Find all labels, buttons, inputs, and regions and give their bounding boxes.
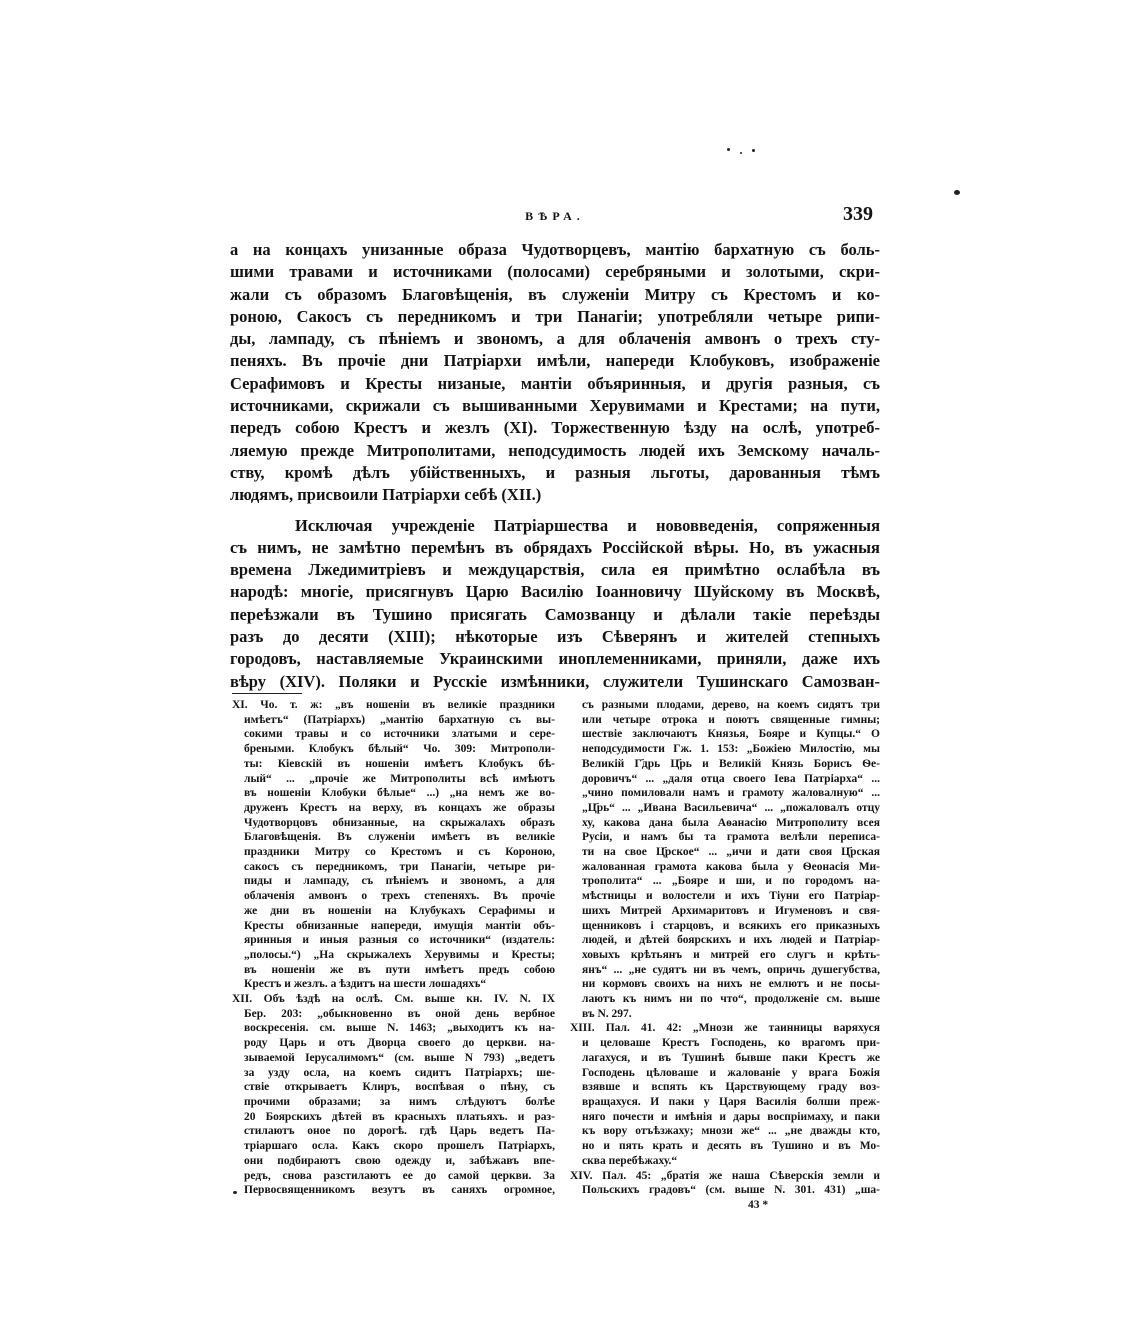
paragraph	[230, 515, 880, 693]
footnote-line: ху, какова дана была Аѳанасію Митрополиту всея	[582, 816, 880, 829]
body-text	[230, 239, 880, 693]
footnote-line: праздники Митру со Крестомъ и съ Короною,	[244, 846, 555, 859]
running-head	[230, 200, 880, 230]
footnote-line: прочими образами; за нимъ слѣдуютъ болѣе	[244, 1095, 555, 1108]
text-line: вѣру (XIV). Поляки и Русскіе измѣнники, служители Тушинскаго Самозван-	[230, 671, 880, 691]
text-line: ству, кромѣ дѣлъ убійственныхъ, и разныя льготы, дарованныя тѣмъ	[230, 462, 880, 482]
footnote-line: ховыхъ крѣтьянъ и митрей его слугъ и крѣть-	[582, 948, 880, 961]
footnote-line: редъ, снова разстилаютъ ее до самой церкви. За	[244, 1169, 555, 1182]
footnote-line: лаютъ къ нимъ ни по что“, продолженіе см. выше	[582, 993, 880, 1006]
text-line: ды, лампаду, съ пѣніемъ и звономъ, а для облаченія амвонъ о трехъ сту-	[230, 329, 880, 349]
footnote-line: ти на свое Ц҃рское“ ... „ичи и дати своя Ц҃рская	[582, 846, 880, 859]
footnote-line: къ вору отъѣзжаху; мнози же“ ... „не дважды кто,	[582, 1125, 880, 1138]
footnote-line: друженъ Крестъ на верху, въ концахъ же образы	[244, 801, 555, 814]
footnote-line: „чино помиловали намъ и грамоту жаловалную“ ...	[582, 787, 880, 800]
text-line: разъ до десяти (XIII); нѣкоторые изъ Сѣверянъ и жителей степныхъ	[230, 627, 880, 647]
footnote-line: Бер. 203: „обыкновенно въ оной день вербное	[244, 1007, 555, 1020]
footnote-line: облаченія амвонъ о трехъ степеняхъ. Въ прочіе	[244, 890, 555, 903]
footnote-line: вращахуся. И паки у Царя Василія болши преж-	[582, 1095, 880, 1108]
footnote-line: Первосвященникомъ везутъ въ саняхъ огромное,	[244, 1184, 555, 1197]
footnote-line: Великій Г҃дрь Ц҃рь и Великій Князь Борисъ Ѳе-	[582, 757, 880, 770]
footnote-line: стилаютъ оное по дорогѣ. гдѣ Царь ведетъ Па-	[244, 1125, 555, 1138]
footnote-line: XII. Объ ѣздѣ на ослѣ. См. выше кн. IV. N. IX	[232, 993, 555, 1006]
footnote-line: трополита“ ... „Бояре и ши, и по городомъ на-	[582, 875, 880, 888]
text-line: городовъ, наставляемые Украинскими иноплеменниками, приняли, даже ихъ	[230, 649, 880, 669]
footnotes-left-column	[232, 698, 555, 1198]
text-line: передъ собою Крестъ и жезлъ (XI). Торжественную ѣзду на ослѣ, употреб-	[230, 418, 880, 438]
text-line: источниками, скрижали съ вышиванными Херувимами и Крестами; на пути,	[230, 396, 880, 416]
footnote-line: же дни въ ношеніи на Клубукахъ Серафимы и	[244, 904, 555, 917]
footnote-line: имѣетъ“ (Патріархъ) „мантію бархатную съ вы-	[244, 713, 555, 726]
text-line: а на концахъ унизанные образа Чудотворцевъ, мантію бархатную съ боль-	[230, 240, 880, 259]
footnote-line: людей, и дѣтей боярскихъ и ихъ людей и Патріар-	[582, 934, 880, 947]
footnote-line: и целоваше Крестъ Господень, ко врагомъ при-	[582, 1037, 880, 1050]
footnote-line: воскресенія. см. выше N. 1463; „выходитъ къ на-	[244, 1022, 555, 1035]
text-line: переѣзжали въ Тушино присягать Самозванцу и дѣлали такіе переѣзды	[230, 604, 880, 624]
scan-speck	[233, 1191, 237, 1194]
footnote-line: Господень цѣловаше и жалованіе у врага Божія	[582, 1066, 880, 1079]
footnote-line: „Ц҃рь“ ... „Ивана Васильевича“ ... „пожаловалъ отцу	[582, 801, 880, 814]
footnote-line: жалованная грамота какова была у Ѳеонасія Ми-	[582, 860, 880, 873]
text-line: Исключая учрежденіе Патріаршества и нововведенія, сопряженныя	[295, 515, 880, 535]
footnote-line: но и пять крать и десять въ Тушино и въ Мо-	[582, 1140, 880, 1153]
footnote-line: или четыре отрока и поютъ священные гимны;	[582, 713, 880, 726]
text-line: времена Лжедимитріевъ и междуцарствія, сила ея примѣтно ослабѣла въ	[230, 560, 880, 580]
footnote-line: шествіе заключаютъ Князья, Бояре и Купцы.“ О	[582, 728, 880, 741]
signature-mark: 43 *	[748, 1199, 769, 1211]
scan-speck	[752, 149, 755, 152]
footnote-line: доровичъ“ ... „даля отца своего Іева Патріарха“ ...	[582, 772, 880, 785]
paragraph	[230, 239, 880, 507]
scan-speck	[727, 148, 730, 151]
footnote-line: бреными. Клобукъ бѣлый“ Чо. 309: Митрополи-	[244, 743, 555, 756]
text-line: пеняхъ. Въ прочіе дни Патріархи имѣли, напереди Клобуковъ, изображеніе	[230, 351, 880, 371]
text-line: ляемую прежде Митрополитами, неподсудимость людей ихъ Земскому началь-	[230, 440, 880, 460]
footnote-line: зываемой Іерусалимомъ“ (см. выше N 793) „ведетъ	[244, 1051, 555, 1064]
footnote-line: Русіи, и намъ бы та грамота велѣли переписа-	[582, 831, 880, 844]
footnote-line: съ разными плодами, дерево, на коемъ сидятъ три	[582, 699, 880, 711]
footnote	[232, 698, 555, 992]
footnote-line: шихъ Митрей Архимаритовъ и Игуменовъ и свя-	[582, 904, 880, 917]
footnote-line: лый“ ... „прочіе же Митрополиты всѣ имѣютъ	[244, 772, 555, 785]
footnote-line: лагахуся, и въ Тушинѣ бывше паки Крестъ же	[582, 1051, 880, 1064]
footnote-line: въ ношеніи Клобуки бѣлые“ ...) „на немъ же во-	[244, 787, 555, 800]
footnote-line: взявше и вспять къ Царствующему граду воз-	[582, 1081, 880, 1094]
footnote-line: XIII. Пал. 41. 42: „Мнози же таинницы варяхуся	[570, 1022, 880, 1035]
footnote-line: XI. Чо. т. ж: „въ ношеніи въ великіе праздники	[232, 699, 555, 711]
footnote-line: янъ“ ... „не судятъ ни въ чемъ, опричь душегубства,	[582, 963, 880, 976]
footnote-line: Благовѣщенія. Въ служеніи имѣетъ въ великіе	[244, 831, 555, 844]
footnote-line: Крестъ и жезлъ. а ѣздитъ на шести лошадяхъ“	[244, 978, 487, 991]
text-line: людямъ, присвоили Патріархи себѣ (XII.)	[230, 485, 542, 505]
footnote-line: за узду осла, на коемъ сидитъ Патріархъ; ше-	[244, 1066, 555, 1079]
footnote-line: роду Царь и отъ Дворца своего до церкви. на-	[244, 1037, 555, 1050]
text-line: Серафимовъ и Кресты низаные, мантіи объяринныя, и другія разныя, съ	[230, 373, 880, 393]
footnote-line: ствіе открываетъ Клиръ, воспѣвая о пѣну, съ	[244, 1081, 555, 1094]
footnote-line: сакосъ съ передникомъ, три Панагіи, четыре ри-	[244, 860, 555, 873]
footnote-line: щенниковъ і старцовъ, и всякихъ его приказныхъ	[582, 919, 880, 932]
footnote-line: „полосы.“) „На скрыжалехъ Херувимы и Кресты;	[244, 948, 555, 961]
footnote-line: няго почести и имѣнія и дары воспріимаху, и паки	[582, 1110, 880, 1123]
footnote-line: яринныя и иныя разныя со источники“ (издатель:	[244, 934, 555, 947]
footnotes-right-column	[570, 698, 880, 1198]
scan-speck	[740, 152, 742, 154]
footnote-line: они подбираютъ свою одежду и, забѣжавъ впе-	[244, 1154, 555, 1167]
footnote-line: Польскихъ градовъ“ (см. выше N. 301. 431) „ша-	[582, 1184, 880, 1197]
footnote	[570, 1169, 880, 1198]
footnote-line: мѣстницы и волостели и ихъ Тіуни его Патріар-	[582, 890, 880, 903]
footnote-line: 20 Боярскихъ дѣтей въ красныхъ платьяхъ. и раз-	[244, 1110, 555, 1123]
text-line: жали съ образомъ Благовѣщенія, въ служеніи Митру съ Крестомъ и ко-	[230, 284, 880, 304]
footnote-line: XIV. Пал. 45: „братія же наша Сѣверскія земли и	[570, 1169, 880, 1182]
page-number: 339	[843, 203, 873, 225]
footnote-line: Кресты обнизанные напереди, имущія мантіи объ-	[244, 919, 555, 932]
footnote-line: въ N. 297.	[582, 1007, 632, 1020]
scan-speck	[954, 190, 960, 195]
footnote	[232, 992, 555, 1198]
footnote	[570, 698, 880, 1021]
text-line: шими травами и источниками (полосами) серебряными и золотыми, скри-	[230, 262, 880, 282]
footnote-line: Чудотворцовъ обнизанные, на скрыжалахъ образъ	[244, 816, 555, 829]
text-line: роною, Сакосъ съ передникомъ и три Панагіи; употребляли четыре рипи-	[230, 306, 880, 326]
footnote-line: ни кормовъ своихъ на нихъ не емлютъ и не посы-	[582, 978, 880, 991]
footnote	[570, 1021, 880, 1168]
footnote-separator	[232, 693, 302, 694]
running-head-title: ВѢРА.	[525, 209, 585, 223]
text-line: народѣ: многіе, присягнувъ Царю Василію Іоанновичу Шуйскому въ Москвѣ,	[230, 582, 880, 602]
footnote-line: въ ношеніи же въ пути имѣетъ предъ собою	[244, 963, 555, 976]
footnote-line: ты: Кіевскій въ ношеніи имѣетъ Клобукъ бѣ-	[244, 757, 555, 770]
footnote-line: сокими травы и со источники златыми и сере-	[244, 728, 555, 741]
footnote-line: тріаршаго осла. Какъ скоро прошелъ Патріархъ,	[244, 1140, 555, 1153]
footnote-line: неподсудимости Гж. 1. 153: „Божіею Милостію, мы	[582, 743, 880, 756]
footnote-line: пиды и лампаду, съ пѣніемъ и звономъ, а для	[244, 875, 555, 888]
footnote-line: сква перебѣжаху.“	[582, 1154, 678, 1167]
text-line: съ нимъ, не замѣтно перемѣнъ въ обрядахъ Россійской вѣры. Но, въ ужасныя	[230, 537, 880, 557]
